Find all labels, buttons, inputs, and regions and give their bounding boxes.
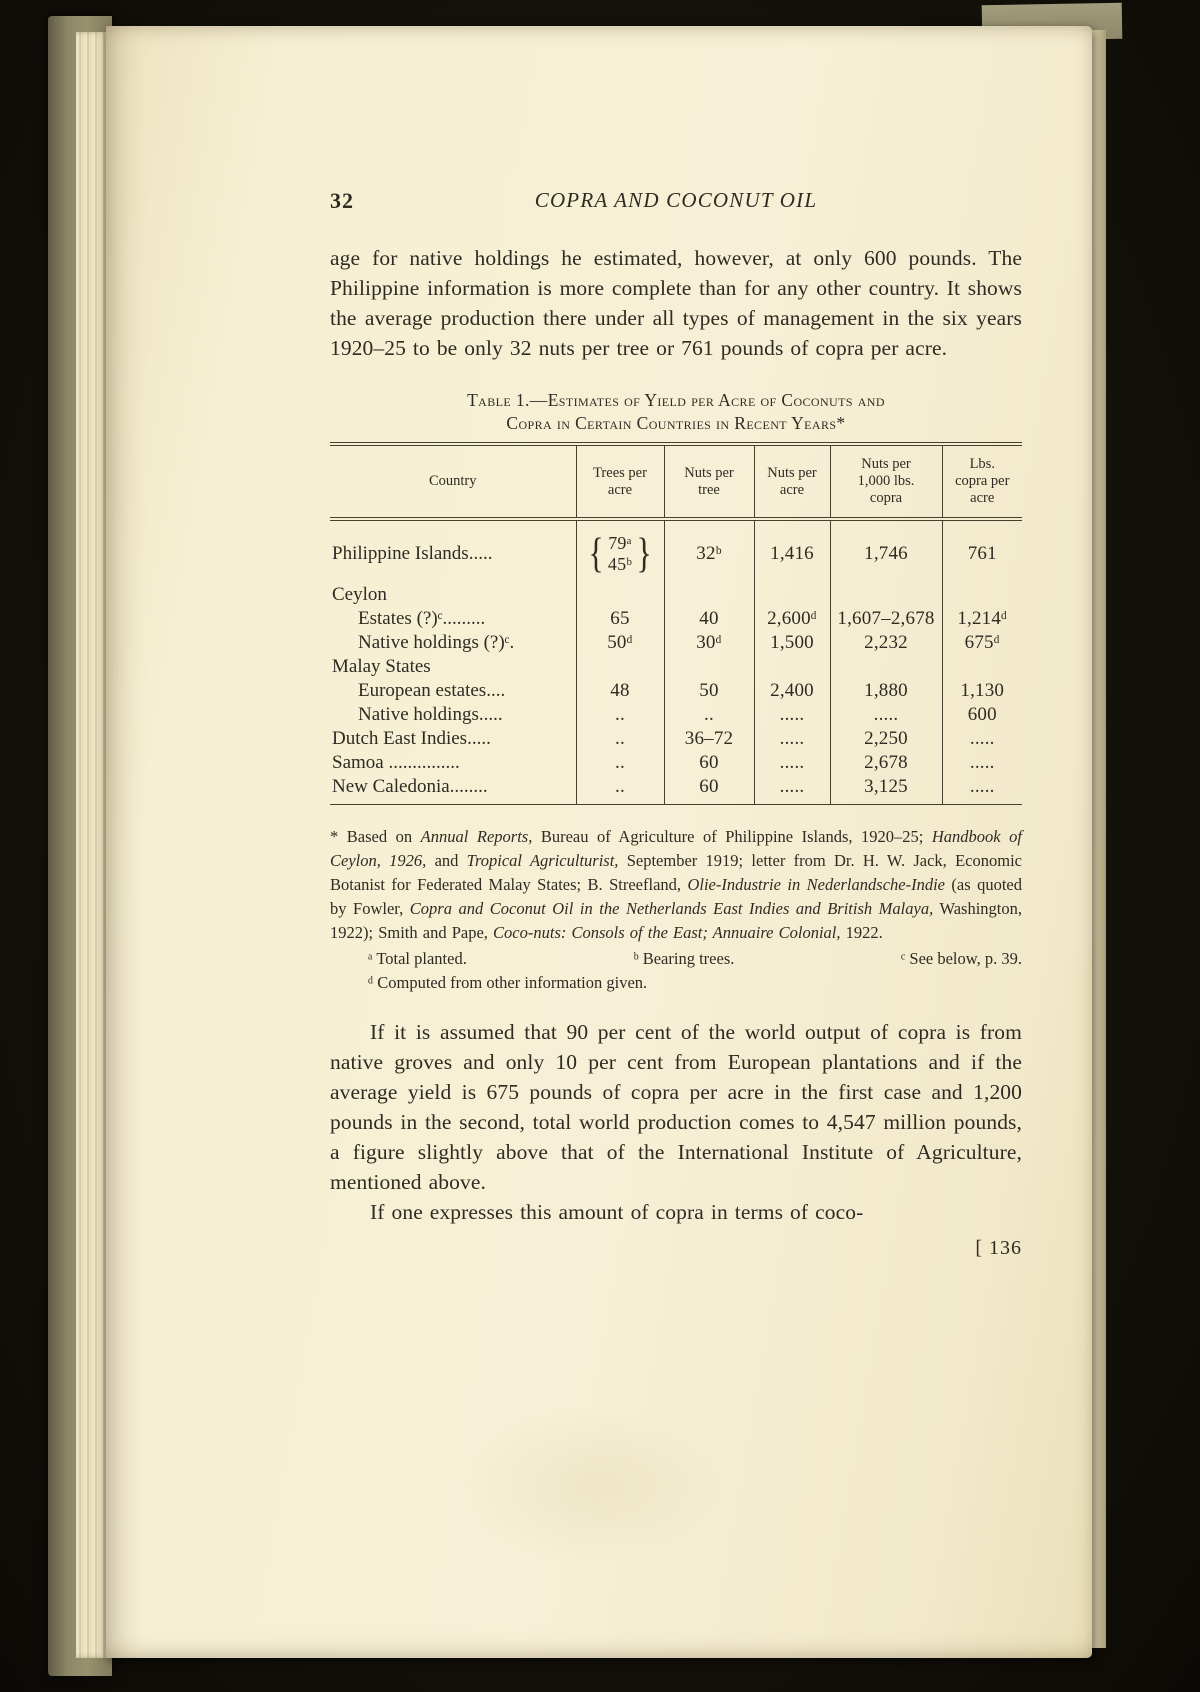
- value-cell: .....: [830, 703, 942, 727]
- value-cell: 1,500: [754, 631, 830, 655]
- paragraph-2: If it is assumed that 90 per cent of the world output of copra is from native groves and only 10 per cent from European plantations and if the average yield is 675 pounds of copra per acre in the first case and 1,200 pounds in the second, total world production comes to 4,547 million pounds, a figure slightly above that of the International Institute of Agriculture, mentioned above.: [330, 1020, 1022, 1194]
- value-cell: 1,880: [830, 679, 942, 703]
- value-cell: 32ᵇ: [664, 519, 754, 583]
- value-cell: 50ᵈ: [576, 631, 664, 655]
- table-row: [330, 703, 1022, 727]
- footnote-letter-note: ᶜ See below, p. 39.: [901, 949, 1022, 968]
- value-cell: [576, 655, 664, 679]
- country-cell: Native holdings (?)ᶜ.: [358, 632, 515, 653]
- value-cell: { 79ᵃ 45ᵇ }: [576, 519, 664, 583]
- value-cell: ..: [664, 703, 754, 727]
- running-title: COPRA AND COCONUT OIL: [534, 188, 818, 212]
- table-row: [330, 607, 1022, 631]
- paragraph-1: age for native holdings he estimated, however, at only 600 pounds. The Philippine information is more complete than for any other country. It shows the average production there under all types of management in the six years 1920–25 to be only 32 nuts per tree or 761 pounds of copra per acre.: [330, 246, 1022, 360]
- folio-number: [ 136: [975, 1237, 1022, 1259]
- table-header-row: [330, 444, 1022, 519]
- table-group-row: [330, 583, 1022, 607]
- table-caption-line1: Table 1.—Estimates of Yield per Acre of Coconuts and: [467, 390, 885, 410]
- value-cell: 60: [664, 751, 754, 775]
- country-cell: European estates....: [358, 680, 506, 701]
- value-cell: 36–72: [664, 727, 754, 751]
- value-cell: 48: [576, 679, 664, 703]
- value-cell: 3,125: [830, 775, 942, 805]
- value-cell: .....: [754, 751, 830, 775]
- column-header: Trees per acre: [576, 444, 664, 519]
- footnote-letter-note: ᵃ Total planted.: [368, 949, 467, 968]
- country-cell: Dutch East Indies.....: [332, 728, 491, 749]
- value-cell: [664, 655, 754, 679]
- value-cell: .....: [754, 703, 830, 727]
- footnote-star: * Based on Annual Reports, Bureau of Agriculture of Philippine Islands, 1920–25; Handbook of Ceylon, 1926, and Tropical Agriculturist, September 1919; letter from Dr. H. W. Jack, Economic Botanist for Federated Malay States; B. Streefland, Olie-Industrie in Nederlandsche-Indie (as quoted by Fowler, Copra and Coconut Oil in the Netherlands East Indies and British Malaya, Washington, 1922); Smith and Pape, Coco-nuts: Consols of the East; Annuaire Colonial, 1922.: [330, 827, 1022, 942]
- value-cell: 60: [664, 775, 754, 805]
- country-cell: Native holdings.....: [358, 704, 503, 725]
- value-cell: 30ᵈ: [664, 631, 754, 655]
- value-cell: [942, 583, 1022, 607]
- value-cell: 40: [664, 607, 754, 631]
- table-row: [330, 727, 1022, 751]
- column-header: Country: [330, 444, 576, 519]
- value-cell: .....: [754, 775, 830, 805]
- footnote-letters: [330, 947, 1022, 971]
- table-caption: [330, 389, 1022, 435]
- value-cell: [664, 583, 754, 607]
- country-cell: Malay States: [332, 656, 431, 677]
- value-cell: 50: [664, 679, 754, 703]
- value-cell: .....: [942, 727, 1022, 751]
- value-cell: 2,250: [830, 727, 942, 751]
- yield-table: [330, 442, 1022, 805]
- value-cell: ..: [576, 751, 664, 775]
- table-row: [330, 751, 1022, 775]
- value-cell: [830, 583, 942, 607]
- value-cell: 1,746: [830, 519, 942, 583]
- paragraph-3: If one expresses this amount of copra in terms of coco-: [370, 1200, 864, 1224]
- value-cell: 1,416: [754, 519, 830, 583]
- value-cell: ..: [576, 775, 664, 805]
- value-cell: ..: [576, 703, 664, 727]
- page-number: 32: [330, 188, 354, 213]
- country-cell: Estates (?)ᶜ.........: [358, 608, 486, 629]
- footnote-letter-note: ᵇ Bearing trees.: [633, 949, 735, 968]
- table-row: [330, 519, 1022, 583]
- value-cell: .....: [942, 751, 1022, 775]
- value-cell: 1,130: [942, 679, 1022, 703]
- table-row: [330, 775, 1022, 805]
- column-header: Nuts per 1,000 lbs. copra: [830, 444, 942, 519]
- value-cell: .....: [754, 727, 830, 751]
- page-content: [330, 26, 1022, 1260]
- country-cell: Philippine Islands.....: [332, 543, 493, 564]
- footnote-d: ᵈ Computed from other information given.: [368, 973, 648, 992]
- table-row: [330, 631, 1022, 655]
- column-header: Lbs. copra per acre: [942, 444, 1022, 519]
- value-cell: 1,607–2,678: [830, 607, 942, 631]
- value-cell: [942, 655, 1022, 679]
- column-header: Nuts per acre: [754, 444, 830, 519]
- value-cell: [830, 655, 942, 679]
- book-page: [106, 26, 1092, 1658]
- value-cell: [754, 655, 830, 679]
- value-cell: 1,214ᵈ: [942, 607, 1022, 631]
- country-cell: Samoa ...............: [332, 752, 460, 773]
- value-cell: 2,400: [754, 679, 830, 703]
- value-cell: 65: [576, 607, 664, 631]
- column-header: Nuts per tree: [664, 444, 754, 519]
- table-body: [330, 519, 1022, 805]
- value-cell: 761: [942, 519, 1022, 583]
- country-cell: New Caledonia........: [332, 776, 488, 797]
- table-caption-line2: Copra in Certain Countries in Recent Years*: [506, 413, 846, 433]
- value-cell: 2,232: [830, 631, 942, 655]
- value-cell: .....: [942, 775, 1022, 805]
- table-group-row: [330, 655, 1022, 679]
- value-cell: 675ᵈ: [942, 631, 1022, 655]
- table-row: [330, 679, 1022, 703]
- value-cell: 2,678: [830, 751, 942, 775]
- value-cell: ..: [576, 727, 664, 751]
- value-cell: [576, 583, 664, 607]
- page-stack-edges: [76, 32, 108, 1658]
- value-cell: 600: [942, 703, 1022, 727]
- running-head: [330, 188, 1022, 218]
- value-cell: 2,600ᵈ: [754, 607, 830, 631]
- value-cell: [754, 583, 830, 607]
- country-cell: Ceylon: [332, 584, 387, 605]
